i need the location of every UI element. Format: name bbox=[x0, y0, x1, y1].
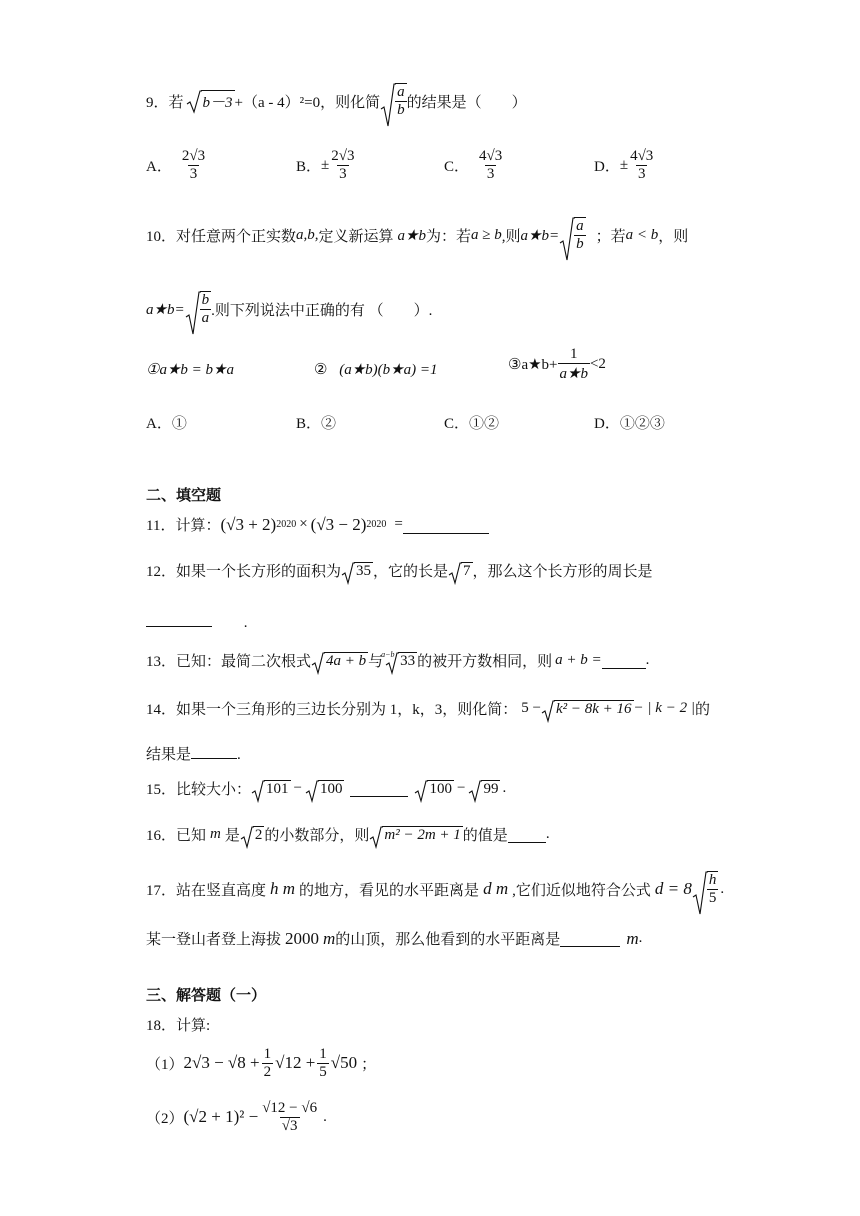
radical-sign-icon bbox=[559, 217, 575, 261]
section-title-fill-in: 二、填空题 bbox=[146, 487, 222, 504]
question-12: 12．如果一个长方形的面积为 35 ，它的长是 7 ，那么这个长方形的周长是 bbox=[146, 560, 653, 581]
radical-sign-icon bbox=[240, 826, 254, 848]
question-17-line2: 某一登山者登上海拔 2000 m 的山顶，那么他看到的水平距离是 m . bbox=[146, 928, 643, 948]
radical-sign-icon bbox=[369, 826, 383, 848]
radical-sign-icon bbox=[185, 291, 201, 335]
question-18-label: 18．计算: bbox=[146, 1018, 211, 1034]
q12-answer-line: . bbox=[146, 610, 248, 632]
radical-sign-icon bbox=[692, 871, 708, 915]
q10-statement-2: ② (a★b)(b★a) =1 bbox=[314, 362, 438, 378]
radical-sign-icon bbox=[380, 83, 396, 127]
q10-statement-1: ①a★b = b★a bbox=[146, 362, 234, 378]
section-title-solutions: 三、解答题（一） bbox=[146, 987, 267, 1004]
radical-sign-icon bbox=[305, 780, 319, 802]
q9-radical-frac: $\frac{a}{b}$ bbox=[380, 83, 407, 119]
q10-statement-3: ③a★b+ $\frac{1}{a★b}$ <2 bbox=[508, 346, 606, 382]
q15-answer-blank[interactable] bbox=[350, 780, 408, 797]
q9-option-a: A． $\frac{2√3}{3}$ bbox=[146, 148, 206, 182]
question-10-line2: a★b= $\frac{b}{a}$ .则下列说法中正确的有 （ ）. bbox=[146, 286, 432, 332]
q10-option-c: C．①② bbox=[444, 416, 500, 432]
radical-sign-icon bbox=[251, 780, 265, 802]
q10-option-b: B．② bbox=[296, 416, 337, 432]
question-9: 9．若 b－3 +（a - 4）²=0，则化简 $\frac{a}{b}$ 的结果是（ ） bbox=[146, 84, 527, 118]
q10-option-a: A．① bbox=[146, 416, 187, 432]
q9-stem-start: 9．若 bbox=[146, 94, 184, 111]
radical-sign-icon bbox=[341, 562, 355, 584]
radical-sign-icon bbox=[541, 700, 555, 722]
q17-answer-blank[interactable] bbox=[560, 930, 620, 947]
radical-sign-icon bbox=[186, 90, 202, 114]
radical-sign-icon bbox=[468, 780, 482, 802]
question-14-line1: 14．如果一个三角形的三边长分别为 1，k，3，则化简： 5 − k² − 8k + 16 − | k − 2 | 的 bbox=[146, 698, 710, 719]
question-10-line1: 10．对任意两个正实数 a,b, 定义新运算 a★b 为：若 a ≥ b ,则 a★b= $\frac{a}{b}$ ；若 a < b ，则 bbox=[146, 212, 688, 258]
q9-option-d: D． ± $\frac{4√3}{3}$ bbox=[594, 148, 654, 182]
question-14-line2: 结果是 . bbox=[146, 742, 241, 764]
q10-radical-b-over-a: $\frac{b}{a}$ bbox=[185, 291, 212, 327]
radical-sign-icon bbox=[414, 780, 428, 802]
q9-option-b: B． ± $\frac{2√3}{3}$ bbox=[296, 148, 355, 182]
question-16: 16．已知 m 是 2 的小数部分，则 m² − 2m + 1 的值是 . bbox=[146, 824, 550, 845]
question-17-line1: 17．站在竖直高度 h m 的地方，看见的水平距离是 d m ,它们近似地符合公式 d = 8 $\frac{h}{5}$ . bbox=[146, 866, 724, 912]
q10-option-d: D．①②③ bbox=[594, 416, 665, 432]
radical-sign-icon bbox=[385, 652, 399, 674]
question-18-part-1: （1） 2√3 − √8 + $\frac{1}{2}$ √12 + $\frac{1}{5}$ √50 ； bbox=[146, 1045, 377, 1080]
question-18-part-2: （2） (√2 + 1)² − $\frac{√12 - √6}{√3}$ . bbox=[146, 1099, 327, 1134]
question-11: 11．计算： (√3 + 2) 2020 × (√3 − 2) 2020 = bbox=[146, 514, 489, 535]
q17-radical-h-over-5: $\frac{h}{5}$ bbox=[692, 871, 719, 907]
radical-sign-icon bbox=[311, 652, 325, 674]
question-13: 13．已知：最简二次根式 4a + b 与 a−b 33 的被开方数相同，则 a + b = . bbox=[146, 650, 649, 671]
q11-answer-blank[interactable] bbox=[403, 515, 489, 534]
q9-radical-1: b－3 bbox=[186, 90, 235, 112]
q10-radical-a-over-b: $\frac{a}{b}$ bbox=[559, 217, 586, 253]
q13-answer-blank[interactable] bbox=[602, 652, 646, 669]
q14-answer-blank[interactable] bbox=[191, 742, 237, 759]
radical-sign-icon bbox=[448, 562, 462, 584]
q12-answer-blank[interactable] bbox=[146, 610, 212, 627]
q16-answer-blank[interactable] bbox=[508, 826, 546, 843]
question-15: 15．比较大小： 101 − 100 100 − 99 . bbox=[146, 778, 506, 799]
q9-option-c: C． $\frac{4√3}{3}$ bbox=[444, 148, 503, 182]
